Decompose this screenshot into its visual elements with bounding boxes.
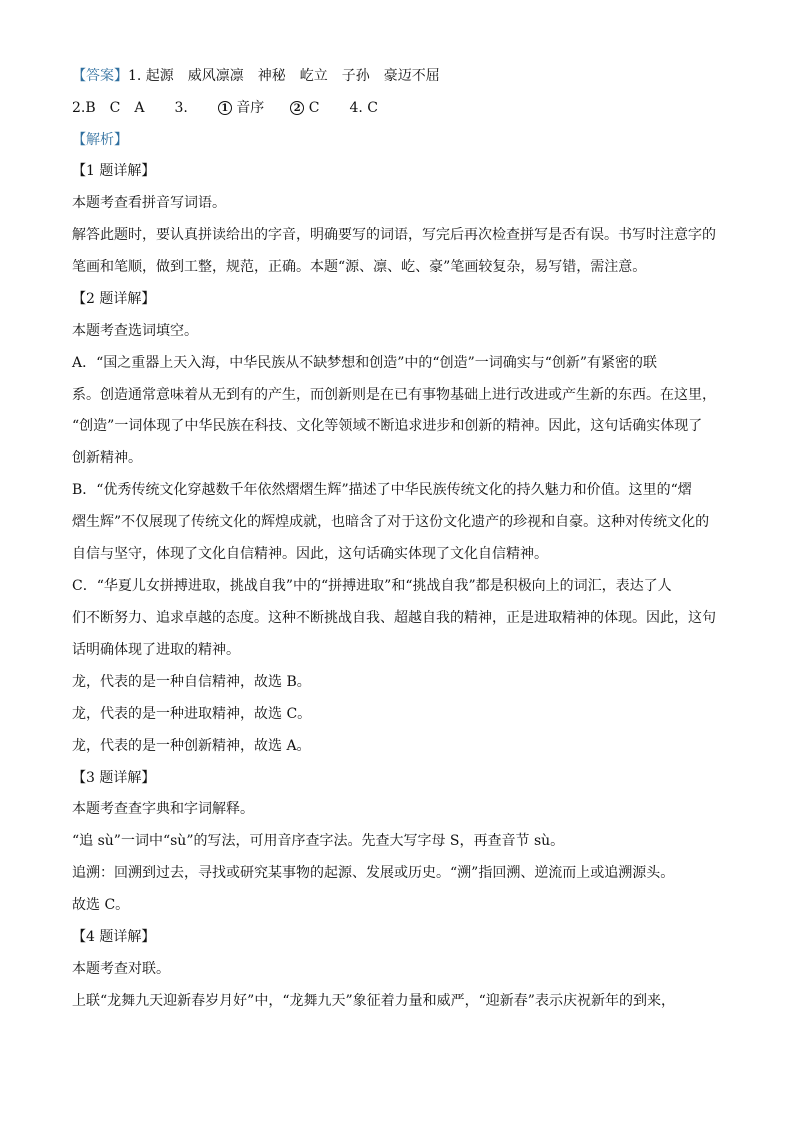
section1-line: 本题考查看拼音写词语。	[72, 195, 226, 211]
answer-tag: 【答案】	[72, 68, 128, 84]
section4-line: 上联“龙舞九天迎新春岁月好”中，“龙舞九天”象征着力量和威严，“迎新春”表示庆祝新年的到来，	[72, 993, 675, 1009]
section3-line: “追 sù”一词中“sù”的写法，可用音序查字法。先查大写字母 S，再查音节 sù。	[72, 833, 565, 849]
section2-line: 自信与坚守，体现了文化自信精神。因此，这句话确实体现了文化自信精神。	[72, 546, 548, 562]
circle-number-2: 2	[290, 101, 304, 115]
section2-line: 熠生辉”不仅展现了传统文化的辉煌成就，也暗含了对于这份文化遗产的珍视和自豪。这种对传统文化的	[72, 514, 710, 530]
section1-heading: 【1 题详解】	[72, 163, 156, 179]
section2-line: C．“华夏儿女拼搏进取，挑战自我”中的“拼搏进取”和“挑战自我”都是积极向上的词汇，表达了人	[72, 578, 672, 594]
section4-heading: 【4 题详解】	[72, 929, 156, 945]
answer-q4: 4. C	[349, 100, 378, 116]
section2-line: B．“优秀传统文化穿越数千年依然熠熠生辉”描述了中华民族传统文化的持久魅力和价值。这里的“熠	[72, 482, 692, 498]
answer-q3-part2: C	[308, 100, 320, 116]
section3-heading: 【3 题详解】	[72, 770, 156, 786]
section3-line: 追溯：回溯到过去，寻找或研究某事物的起源、发展或历史。“溯”指回溯、逆流而上或追溯源头。	[72, 865, 675, 881]
section2-line: A．“国之重器上天入海，中华民族从不缺梦想和创造”中的“创造”一词确实与“创新”有紧密的联	[72, 355, 658, 371]
section3-line: 故选 C。	[72, 897, 130, 913]
section2-line: 龙，代表的是一种进取精神，故选 C。	[72, 706, 312, 722]
section2-line: 本题考查选词填空。	[72, 323, 198, 339]
section2-line: 话明确体现了进取的精神。	[72, 642, 240, 658]
section2-line: 创新精神。	[72, 450, 142, 466]
analysis-tag: 【解析】	[72, 132, 128, 148]
circle-number-1: 1	[218, 101, 232, 115]
section2-heading: 【2 题详解】	[72, 291, 156, 307]
section4-line: 本题考查对联。	[72, 961, 170, 977]
answer-q2: 2.B C A	[72, 100, 145, 116]
section2-line: 系。创造通常意味着从无到有的产生，而创新则是在已有事物基础上进行改进或产生新的东西。在这里，	[72, 387, 716, 403]
section2-line: “创造”一词体现了中华民族在科技、文化等领域不断追求进步和创新的精神。因此，这句话确实体现了	[72, 418, 703, 434]
answer-q3-number: 3.	[174, 100, 188, 116]
answer-line-2	[72, 98, 732, 118]
answer-q1: 1. 起源 威风凛凛 神秘 屹立 子孙 豪迈不屈	[128, 68, 440, 84]
section2-line: 龙，代表的是一种创新精神，故选 A。	[72, 738, 311, 754]
answer-q3-part1: 音序	[236, 100, 265, 116]
section1-line: 解答此题时，要认真拼读给出的字音，明确要写的词语，写完后再次检查拼写是否有误。书写时注意字的	[72, 227, 716, 243]
section2-line: 龙，代表的是一种自信精神，故选 B。	[72, 674, 311, 690]
answer-line-1	[72, 66, 732, 86]
section1-line: 笔画和笔顺，做到工整，规范，正确。本题“源、凛、屹、豪”笔画较复杂，易写错，需注意。	[72, 259, 647, 275]
section2-line: 们不断努力、追求卓越的态度。这种不断挑战自我、超越自我的精神，正是进取精神的体现。因此，这句	[72, 610, 716, 626]
section3-line: 本题考查查字典和字词解释。	[72, 801, 254, 817]
